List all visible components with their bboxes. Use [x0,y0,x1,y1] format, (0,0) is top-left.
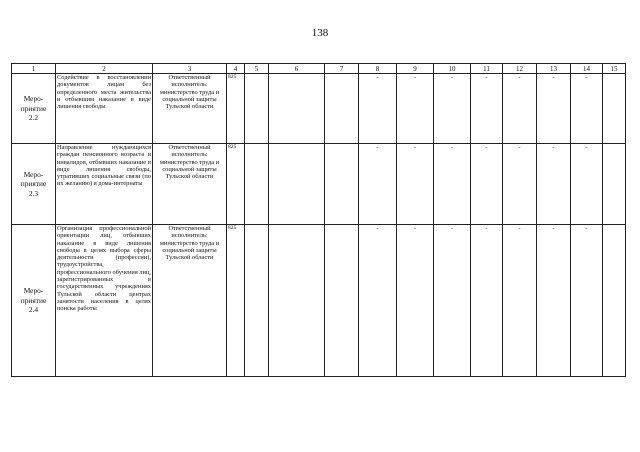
value-cell: - [471,225,503,377]
value-cell: - [537,74,571,144]
responsible-executor: Ответственный исполнитель: министерство труда и социальной защиты Тульской области [153,225,227,377]
column-header: 13 [537,64,571,74]
value-cell: - [471,144,503,225]
value-cell: - [571,144,603,225]
value-cell [603,225,626,377]
value-cell [245,74,269,144]
page-number: 138 [311,27,329,39]
column-header: 11 [471,64,503,74]
value-cell: - [471,74,503,144]
value-cell: - [537,144,571,225]
value-cell [269,225,325,377]
column-header: 4 [227,64,245,74]
value-cell: - [537,225,571,377]
column-header: 7 [325,64,359,74]
value-cell: - [571,225,603,377]
measure-number: Меро- приятие 2.3 [12,144,56,225]
value-cell: - [397,74,434,144]
column-header: 8 [359,64,397,74]
value-cell [245,225,269,377]
value-cell [325,225,359,377]
value-cell: - [503,225,537,377]
column-header: 12 [503,64,537,74]
value-cell: - [434,225,471,377]
column-header: 14 [571,64,603,74]
column-header: 2 [56,64,153,74]
measure-description: Направление нуждающихся граждан пенсионного возраста и инвалидов, отбывших наказание в виде лишения свободы, утративших социальные связи (по их желанию) в дома-интернаты [56,144,153,225]
value-cell: - [359,74,397,144]
value-cell: - [503,74,537,144]
column-header: 1 [12,64,56,74]
value-cell: - [503,144,537,225]
table-row [12,74,626,144]
measure-number: Меро- приятие 2.4 [12,225,56,377]
value-cell [269,144,325,225]
budget-code: 825 [227,74,245,144]
value-cell [325,144,359,225]
value-cell [245,144,269,225]
budget-code: 825 [227,225,245,377]
column-header: 10 [434,64,471,74]
measure-description: Организация профессиональной ориентации лиц, отбывших наказание в виде лишения свободы в целях выбора сферы деятельности (профессии), трудоустройства, профессионального обучения лиц, зарегистрированных в государственных учреждениях Тульской области центрах занятости населения в целях поиска работы [56,225,153,377]
value-cell: - [434,74,471,144]
column-header: 15 [603,64,626,74]
budget-code: 825 [227,144,245,225]
column-header: 3 [153,64,227,74]
program-measures-table [11,63,626,377]
responsible-executor: Ответственный исполнитель: министерство труда и социальной защиты Тульской области [153,144,227,225]
value-cell: - [434,144,471,225]
value-cell [603,74,626,144]
column-header: 5 [245,64,269,74]
column-number-row [12,64,626,74]
value-cell: - [359,225,397,377]
value-cell: - [359,144,397,225]
value-cell: - [397,144,434,225]
value-cell [325,74,359,144]
responsible-executor: Ответственный исполнитель: министерство труда и социальной защиты Тульской области [153,74,227,144]
value-cell: - [571,74,603,144]
table-row [12,225,626,377]
measure-number: Меро- приятие 2.2 [12,74,56,144]
value-cell: - [397,225,434,377]
column-header: 6 [269,64,325,74]
value-cell [269,74,325,144]
table-row [12,144,626,225]
value-cell [603,144,626,225]
measure-description: Содействие в восстановлении документов лицам без определенного места жительства и отбывшим наказание в виде лишения свободы [56,74,153,144]
column-header: 9 [397,64,434,74]
